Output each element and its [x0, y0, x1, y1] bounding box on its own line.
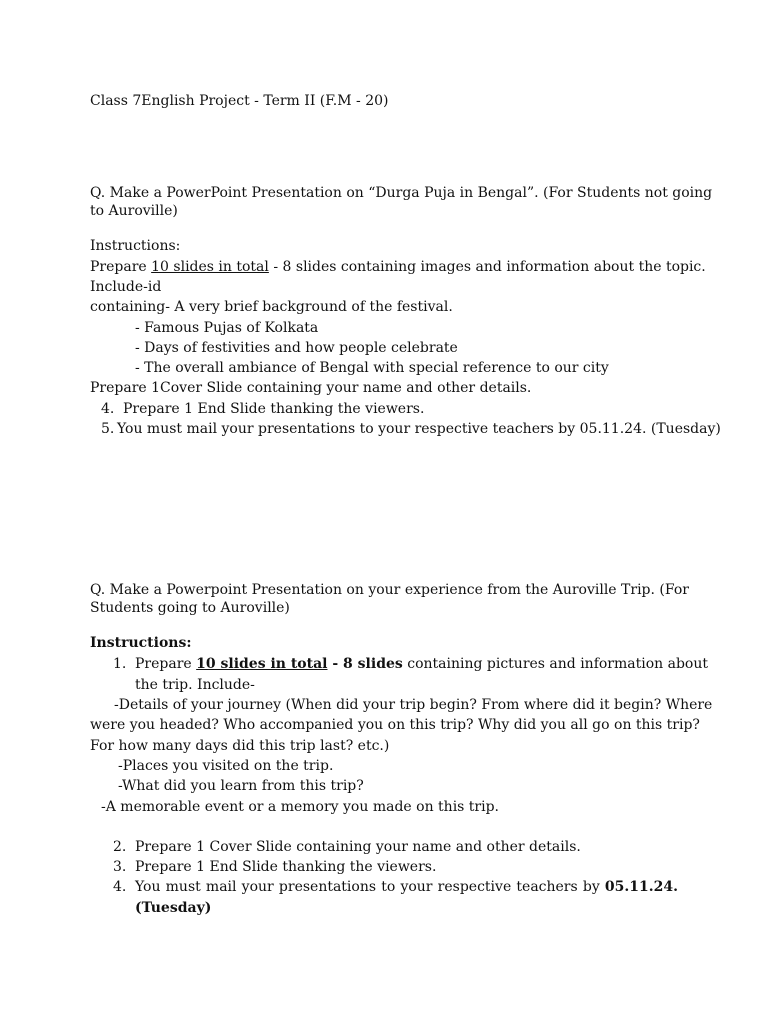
instructions-bold: Instructions: [90, 635, 192, 651]
step-2-line [113, 837, 581, 857]
question-1-line-1: Q. Make a PowerPoint Presentation on “Durga Puja in Bengal”. (For Students not going [90, 185, 713, 201]
prepare-rest: - 8 slides containing images and information about the topic. [268, 259, 706, 275]
cover-slide-line: Prepare 1Cover Slide containing your name and other details. [90, 380, 532, 396]
instructions-label-2 [90, 633, 192, 653]
step-3-line [113, 857, 436, 877]
step-number: 1. [113, 656, 127, 672]
slides-count-bold: - 8 slides [327, 656, 403, 672]
due-day-line [135, 898, 211, 918]
step-number: 4. [101, 401, 115, 417]
list-item: - Days of festivities and how people celebrate [135, 340, 458, 356]
details-line-1: -Details of your journey (When did your trip begin? From where did it begin? Where [114, 697, 713, 713]
slides-total-underlined: 10 slides in total [151, 259, 269, 275]
step-number: 3. [113, 859, 127, 875]
list-item: - Famous Pujas of Kolkata [135, 320, 319, 336]
step-text: You must mail your presentations to your respective teachers by [135, 879, 605, 895]
due-day: (Tuesday) [135, 900, 212, 916]
step-4-text [135, 877, 678, 897]
step-text: Prepare 1 End Slide thanking the viewers. [123, 401, 425, 417]
memory-line: -A memorable event or a memory you made on this trip. [101, 799, 500, 815]
step-4-line [113, 877, 135, 897]
step-text: Prepare [135, 656, 197, 672]
step-text: Prepare 1 Cover Slide containing your name and other details. [135, 839, 581, 855]
step-number: 4. [113, 879, 127, 895]
list-item: - The overall ambiance of Bengal with special reference to our city [135, 360, 609, 376]
containing-line: containing- A very brief background of the festival. [90, 299, 453, 315]
question-2-line-2: Students going to Auroville) [90, 600, 290, 616]
learn-line: -What did you learn from this trip? [118, 778, 364, 794]
step-text-rest: containing pictures and information about [402, 656, 708, 672]
page-title: Class 7English Project - Term II (F.M - 20) [90, 93, 389, 109]
step-text: Prepare 1 End Slide thanking the viewers. [135, 859, 437, 875]
step-1-continuation: the trip. Include- [135, 677, 255, 693]
step-5-line [101, 419, 721, 439]
instructions-label-1: Instructions: [90, 238, 181, 254]
step-number: 2. [113, 839, 127, 855]
step-number: 5. [101, 421, 115, 437]
include-line: Include-id [90, 279, 162, 295]
details-line-3: For how many days did this trip last? etc.) [90, 738, 390, 754]
slides-total-underlined: 10 slides in total [196, 656, 328, 672]
step-text: You must mail your presentations to your respective teachers by 05.11.24. (Tuesday) [117, 421, 721, 437]
prepare-text: Prepare [90, 259, 152, 275]
places-line: -Places you visited on the trip. [118, 758, 334, 774]
prepare-slides-line [90, 257, 706, 277]
due-date: 05.11.24. [604, 879, 678, 895]
step-4-line [101, 399, 424, 419]
question-2-line-1: Q. Make a Powerpoint Presentation on your experience from the Auroville Trip. (For [90, 582, 689, 598]
step-1-line [113, 654, 708, 674]
details-line-2: were you headed? Who accompanied you on this trip? Why did you all go on this trip? [90, 717, 700, 733]
question-1-line-2: to Auroville) [90, 203, 178, 219]
